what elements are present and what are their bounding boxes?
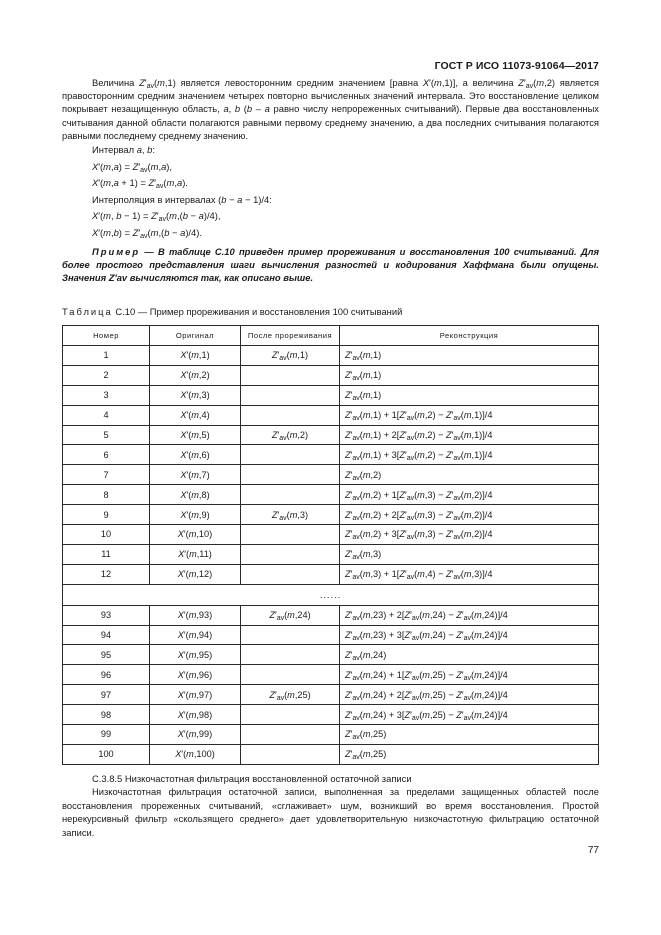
header-original: Оригинал (150, 326, 241, 346)
cell-reconstruction: $Z'_{av}(m,2) + 3[Z'_{av}(m,3) - Z'_{av}(m,2)]/4$ (340, 525, 599, 545)
cell-decimated (241, 645, 340, 665)
table-row (63, 625, 599, 645)
cell-original: X′(m,11) (150, 544, 241, 564)
cell-original: X′(m,8) (150, 485, 241, 505)
table-row (63, 385, 599, 405)
cell-number: 5 (63, 425, 150, 445)
cell-decimated: $Z'_{av}(m,2)$ (241, 425, 340, 445)
equation-4: $X'(m,b) = Z'_{av}(m,(b - a)/4)$. (92, 226, 202, 240)
cell-decimated (241, 705, 340, 725)
table-caption (62, 306, 402, 317)
cell-reconstruction: $Z'_{av}(m,1)$ (340, 346, 599, 366)
cell-original: X′(m,1) (150, 346, 241, 366)
cell-original: X′(m,5) (150, 425, 241, 445)
cell-number: 95 (63, 645, 150, 665)
example-text: — В таблице С.10 приведен пример прореживания и восстановления 100 считываний. Для более простого представления шаги вычисления разностей и кодирования Хаффмана были опущены. Значения Z′av вычисляются так, как описано выше. (62, 245, 599, 284)
table-row (63, 525, 599, 545)
table-gap (63, 584, 599, 605)
cell-reconstruction: $Z'_{av}(m,24)$ (340, 645, 599, 665)
cell-original: X′(m,6) (150, 445, 241, 465)
header-number: Номер (63, 326, 150, 346)
cell-reconstruction: $Z'_{av}(m,25)$ (340, 725, 599, 745)
cell-decimated (241, 725, 340, 745)
cell-decimated (241, 365, 340, 385)
cell-decimated (241, 564, 340, 584)
cell-original: X′(m,93) (150, 605, 241, 625)
cell-decimated (241, 525, 340, 545)
cell-number: 10 (63, 525, 150, 545)
cell-decimated (241, 544, 340, 564)
intro-block (62, 76, 599, 285)
cell-decimated (241, 625, 340, 645)
cell-number: 12 (63, 564, 150, 584)
cell-decimated (241, 465, 340, 485)
equation-2: $X'(m,a + 1) = Z'_{av}(m,a)$. (92, 177, 188, 191)
table-row (63, 705, 599, 725)
cell-number: 98 (63, 705, 150, 725)
table-row (63, 445, 599, 465)
cell-decimated (241, 445, 340, 465)
cell-reconstruction: $Z'_{av}(m,3)$ (340, 544, 599, 564)
table-row (63, 564, 599, 584)
cell-original: X′(m,4) (150, 405, 241, 425)
equation-3: X′(m, $b - 1) = Z'_{av}(m,(b - a)/4)$, (92, 210, 221, 224)
cell-number: 2 (63, 365, 150, 385)
cell-original: X′(m,96) (150, 665, 241, 685)
cell-number: 96 (63, 665, 150, 685)
table-caption-text: С.10 — Пример прореживания и восстановления 100 считываний (112, 306, 403, 317)
cell-decimated: $Z'_{av}(m,1)$ (241, 346, 340, 366)
cell-number: 99 (63, 725, 150, 745)
table-row (63, 725, 599, 745)
table-row (63, 645, 599, 665)
intro-text-1: Величина (92, 77, 140, 88)
section-heading: С.3.8.5 Низкочастотная фильтрация восстановленной остаточной записи (92, 773, 412, 784)
intro-paragraph: Величина $Z'_{av}(m,1)$ является левосторонним средним значением [равна X′(m,1)], а величина $Z'_{av}(m,2)$ является правосторонним средним значением четырех повторно вычисленных значений интервала. Это восстановление целиком покрывает незащищенную область, a, b (b – a равно числу непрореженных считываний). Первые два восстановленных считывания данной области полагаются равными первому среднему значению, а два последних считывания полагаются равными последнему среднему значению. (62, 77, 599, 141)
cell-decimated: $Z'_{av}(m,24)$ (241, 605, 340, 625)
cell-decimated (241, 385, 340, 405)
cell-reconstruction: $Z'_{av}(m,23) + 3[Z'_{av}(m,24) - Z'_{av}(m,24)]/4$ (340, 625, 599, 645)
table-row (63, 544, 599, 564)
cell-reconstruction: $Z'_{av}(m,24) + 1[Z'_{av}(m,25) - Z'_{av}(m,24)]/4$ (340, 665, 599, 685)
ellipsis-row (63, 584, 599, 605)
table-body-bottom (63, 605, 599, 764)
cell-original: X′(m,12) (150, 564, 241, 584)
intro-text-5: ( (240, 103, 247, 115)
cell-number: 8 (63, 485, 150, 505)
table-row (63, 505, 599, 525)
cell-original: X′(m,99) (150, 725, 241, 745)
cell-original: X′(m,10) (150, 525, 241, 545)
table-row (63, 346, 599, 366)
cell-decimated (241, 665, 340, 685)
table-row (63, 665, 599, 685)
cell-original: X′(m,3) (150, 385, 241, 405)
table-caption-label: Таблица (62, 306, 113, 317)
header-decimated: После прореживания (241, 326, 340, 346)
example-note (62, 245, 599, 285)
intro-text-3: ], а величина (452, 77, 519, 88)
table-body-top (63, 346, 599, 585)
cell-number: 93 (63, 605, 150, 625)
cell-reconstruction: $Z'_{av}(m,3) + 1[Z'_{av}(m,4) - Z'_{av}(m,3)]/4$ (340, 564, 599, 584)
cell-reconstruction: $Z'_{av}(m,24) + 3[Z'_{av}(m,25) - Z'_{av}(m,24)]/4$ (340, 705, 599, 725)
table-row (63, 685, 599, 705)
table-row (63, 405, 599, 425)
cell-number: 3 (63, 385, 150, 405)
example-label: Пример (92, 245, 141, 257)
table-row (63, 605, 599, 625)
cell-original: X′(m,95) (150, 645, 241, 665)
equation-1: $X'(m,a) = Z'_{av}(m,a)$, (92, 160, 173, 174)
cell-decimated: $Z'_{av}(m,25)$ (241, 685, 340, 705)
cell-reconstruction: $Z'_{av}(m,2) + 1[Z'_{av}(m,3) - Z'_{av}(m,2)]/4$ (340, 485, 599, 505)
cell-decimated: $Z'_{av}(m,3)$ (241, 505, 340, 525)
cell-number: 11 (63, 544, 150, 564)
cell-reconstruction: $Z'_{av}(m,23) + 2[Z'_{av}(m,24) - Z'_{av}(m,24)]/4$ (340, 605, 599, 625)
cell-decimated (241, 405, 340, 425)
intro-text-4: является правосторонним средним значением четырех повторно вычисленных значений интервала. Это восстановление целиком покрывает незащищенную область, (62, 77, 599, 115)
cell-original: X′(m,2) (150, 365, 241, 385)
cell-number: 4 (63, 405, 150, 425)
cell-number: 6 (63, 445, 150, 465)
page-number: 77 (587, 845, 599, 856)
cell-original: X′(m,7) (150, 465, 241, 485)
decimation-table (62, 325, 599, 765)
table-row (63, 744, 599, 764)
cell-decimated (241, 744, 340, 764)
table-row (63, 425, 599, 445)
cell-original: X′(m,97) (150, 685, 241, 705)
cell-reconstruction: $Z'_{av}(m,1) + 3[Z'_{av}(m,2) - Z'_{av}(m,1)]/4$ (340, 445, 599, 465)
cell-number: 100 (63, 744, 150, 764)
table-row (63, 465, 599, 485)
cell-reconstruction: $Z'_{av}(m,1) + 1[Z'_{av}(m,2) - Z'_{av}(m,1)]/4$ (340, 405, 599, 425)
section-block (62, 772, 599, 839)
cell-number: 1 (63, 346, 150, 366)
cell-reconstruction: $Z'_{av}(m,25)$ (340, 744, 599, 764)
header-reconstruction: Реконструкция (340, 326, 599, 346)
cell-number: 9 (63, 505, 150, 525)
cell-original: X′(m,100) (150, 744, 241, 764)
interpolation-label: Интерполяция в интервалах (b − a − 1)/4: (92, 193, 272, 205)
cell-number: 94 (63, 625, 150, 645)
table-row (63, 485, 599, 505)
interval-label: Интервал a, b: (92, 144, 155, 156)
cell-reconstruction: $Z'_{av}(m,24) + 2[Z'_{av}(m,25) - Z'_{av}(m,24)]/4$ (340, 685, 599, 705)
cell-reconstruction: $Z'_{av}(m,1) + 2[Z'_{av}(m,2) - Z'_{av}(m,1)]/4$ (340, 425, 599, 445)
cell-original: X′(m,94) (150, 625, 241, 645)
section-body: Низкочастотная фильтрация остаточной записи, выполненная за пределами защищенных областей после восстановления прореженных считываний, «сглаживает» шум, возникший во время восстановления. Простой нерекурсивный фильтр «скользящего среднего» дает удовлетворительную низкочастотную фильтрацию остаточной записи. (62, 786, 599, 838)
cell-original: X′(m,98) (150, 705, 241, 725)
cell-decimated (241, 485, 340, 505)
table-header-row (63, 326, 599, 346)
standard-designation: ГОСТ Р ИСО 11073-91064—2017 (434, 60, 599, 72)
cell-reconstruction: $Z'_{av}(m,1)$ (340, 385, 599, 405)
cell-number: 97 (63, 685, 150, 705)
cell-reconstruction: $Z'_{av}(m,2)$ (340, 465, 599, 485)
intro-text-2: является левосторонним средним значением [равна (175, 77, 423, 88)
table-row (63, 365, 599, 385)
cell-number: 7 (63, 465, 150, 485)
cell-reconstruction: $Z'_{av}(m,1)$ (340, 365, 599, 385)
cell-original: X′(m,9) (150, 505, 241, 525)
ellipsis-cell: ...... (63, 584, 599, 605)
cell-reconstruction: $Z'_{av}(m,2) + 2[Z'_{av}(m,3) - Z'_{av}(m,2)]/4$ (340, 505, 599, 525)
intro-text-6: равно числу непрореженных считываний). Первые два восстановленных считывания данной области полагаются равными первому среднему значению, а два последних считывания полагаются равными последнему среднему значению. (62, 103, 599, 141)
